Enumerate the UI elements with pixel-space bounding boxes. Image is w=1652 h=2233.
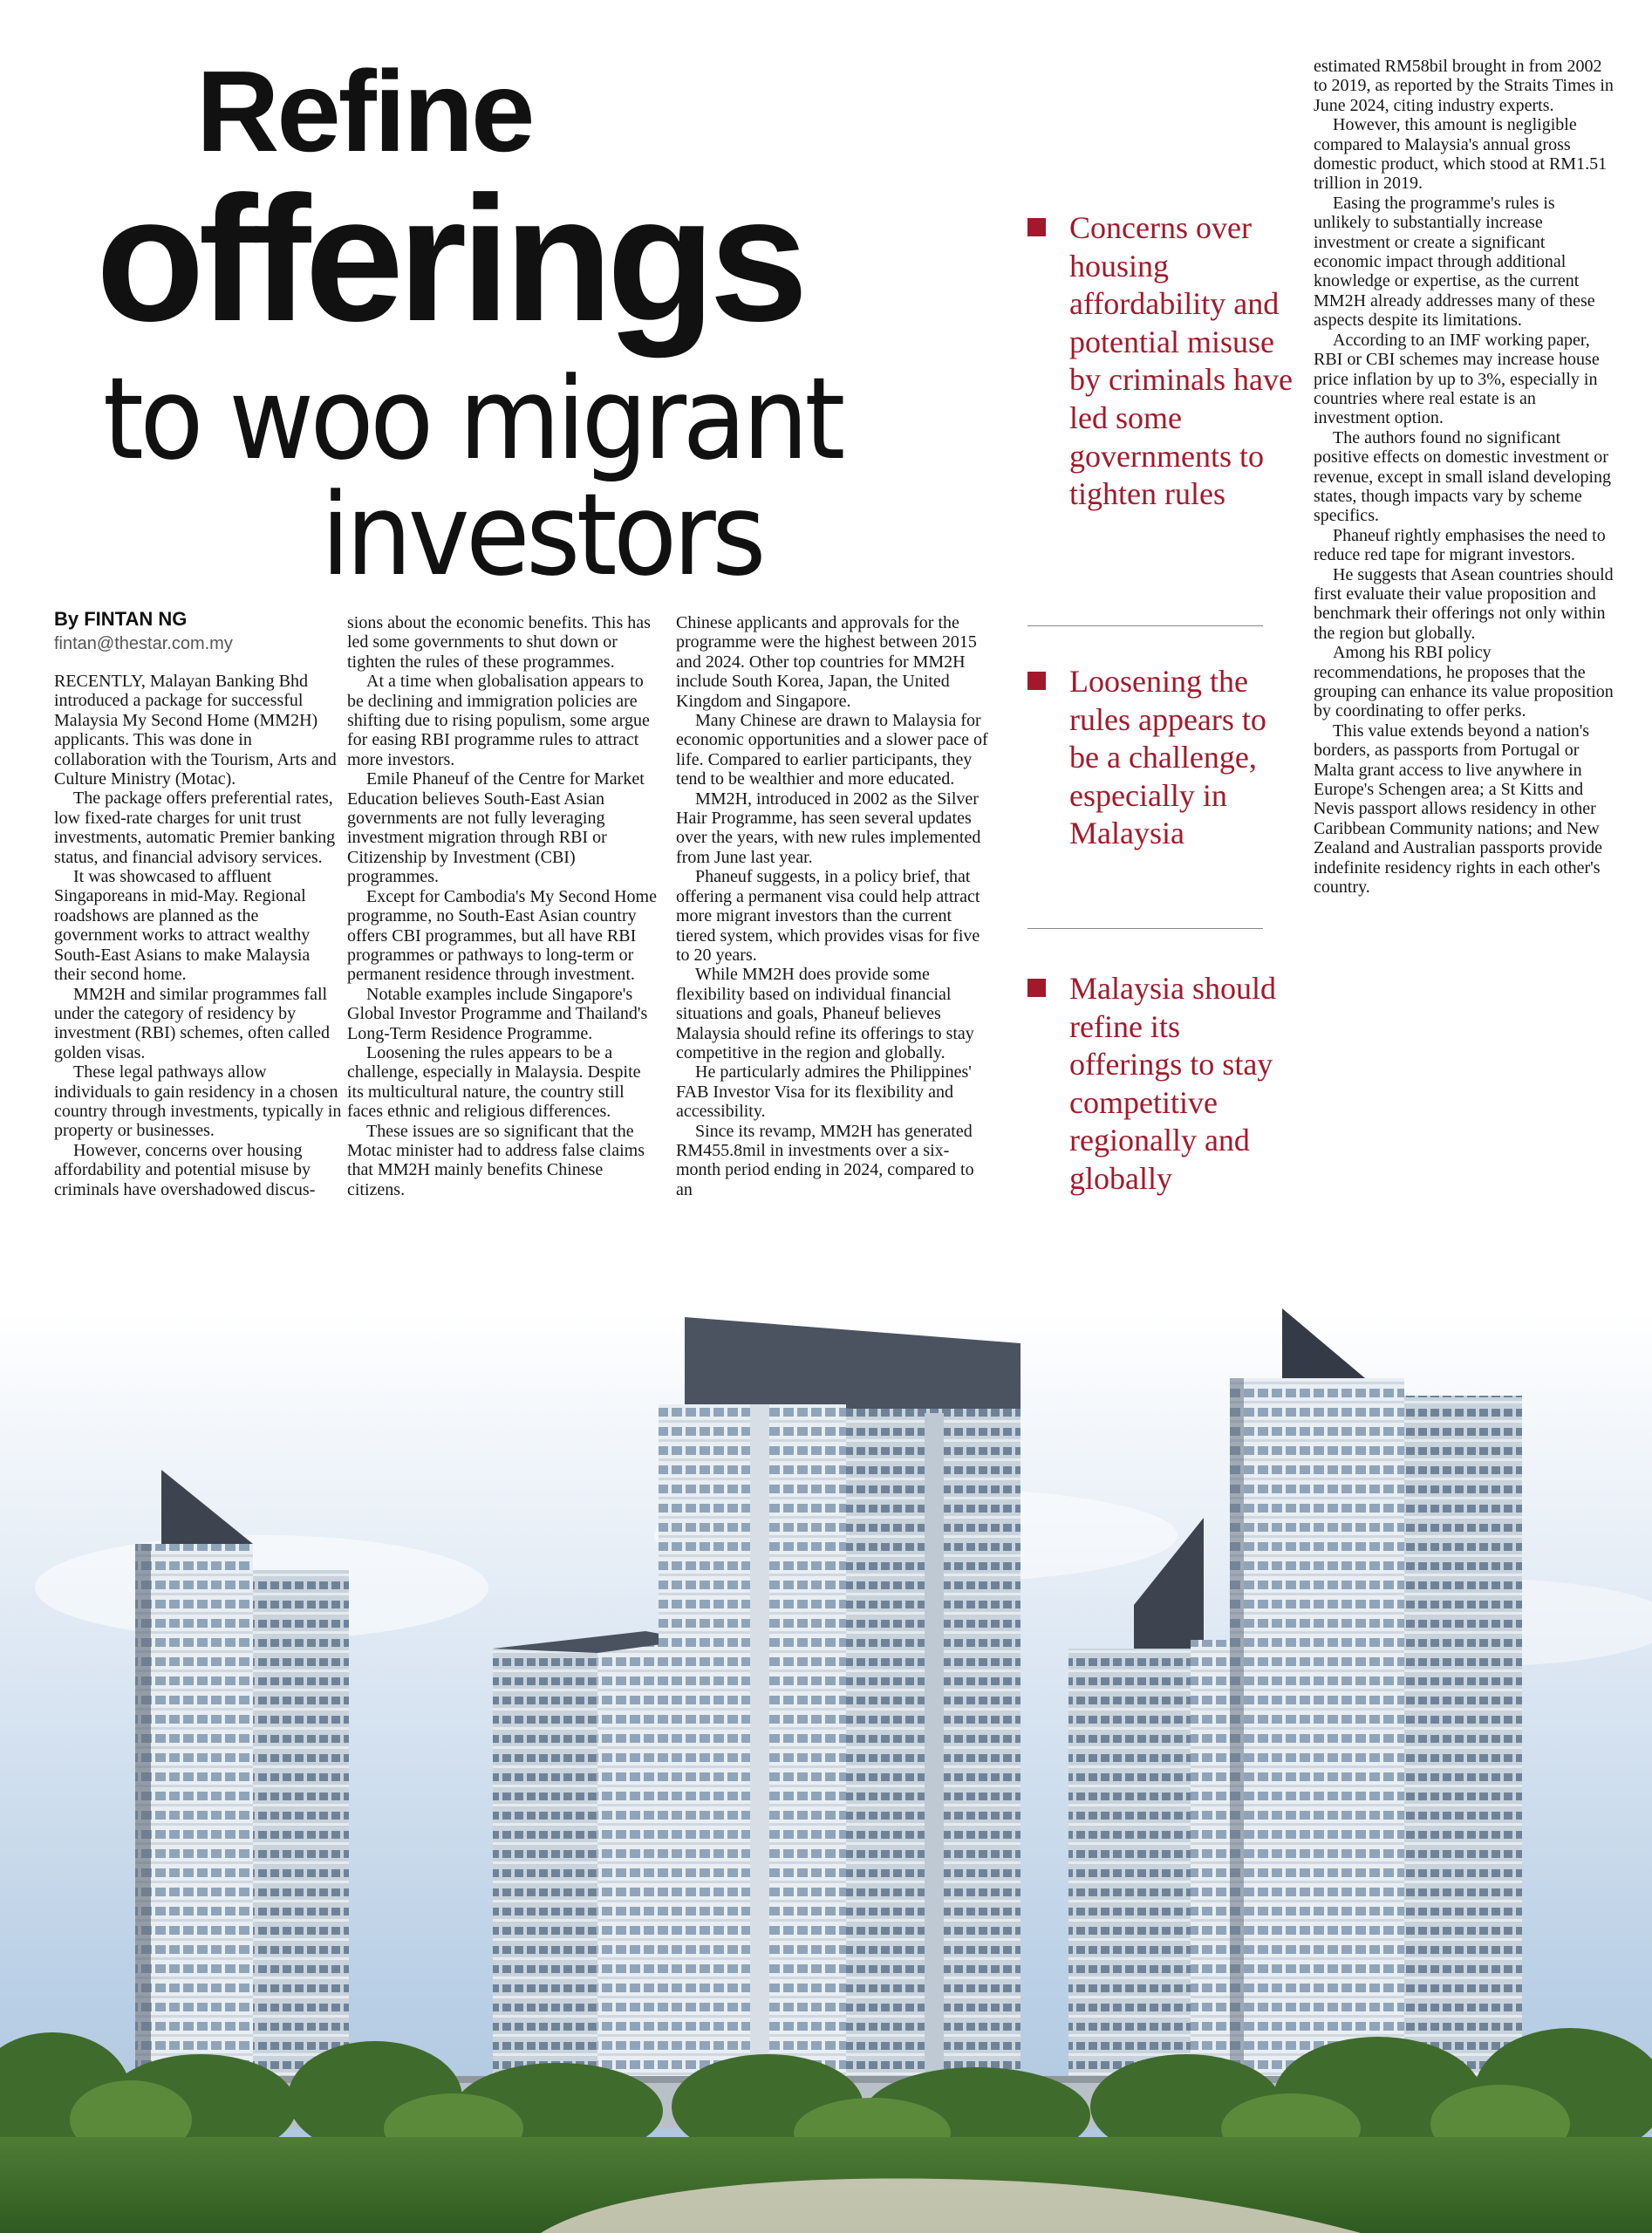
headline-line-2: offerings — [96, 160, 802, 359]
article-column-1 — [54, 672, 342, 1199]
pull-quote-1 — [1027, 209, 1300, 514]
paragraph: At a time when globalisation appears to be declining and immigration policies are shifting due to rising populism, some argue for easing RBI programme rules to attract more investors. — [347, 672, 650, 769]
paragraph: This value extends beyond a nation's borders, as passports from Portugal or Malta grant access to live anywhere in Europe's Schengen area; a St Kitts and Nevis passport allows residency in other Caribbean Community nations; and New Zealand and Australian passports provide indefinite residency rights in each other's country. — [1314, 720, 1603, 898]
square-bullet-icon — [1027, 672, 1046, 690]
pull-quote-text: Malaysia should refine its offerings to stay competitive regionally and globally — [1069, 971, 1276, 1196]
paragraph: Among his RBI policy recommendations, he proposes that the grouping can enhance its value proposition by coordinating to offer perks. — [1314, 643, 1614, 721]
article-column-3 — [676, 613, 990, 1199]
paragraph: estimated RM58bil brought in from 2002 to 2019, as reported by the Straits Times in June 2024, citing industry experts. — [1314, 57, 1614, 115]
paragraph: Except for Cambodia's My Second Home programme, no South-East Asian country offers CBI programmes, but all have RBI programmes or pathways to long-term or permanent residence through investment. — [347, 886, 657, 985]
paragraph: Many Chinese are drawn to Malaysia for economic opportunities and a slower pace of life. Compared to earlier participants, they tend to be wealthier and more educated. — [676, 711, 988, 789]
divider — [1027, 928, 1263, 929]
paragraph: Chinese applicants and approvals for the programme were the highest between 2015 and 2024. Other top countries for MM2H include South Korea, Japan, the United Kingdom and Singapore. — [676, 613, 977, 711]
paragraph: The authors found no significant positive effects on domestic investment or revenue, except in small island developing states, though impacts vary by scheme specifics. — [1314, 427, 1612, 526]
pull-quote-text: Loosening the rules appears to be a challenge, especially in Malaysia — [1069, 664, 1266, 851]
square-bullet-icon — [1027, 979, 1046, 997]
paragraph: sions about the economic benefits. This has led some governments to shut down or tighten the rules of these programmes. — [347, 613, 651, 672]
pull-quote-3 — [1027, 970, 1300, 1198]
paragraph: Easing the programme's rules is unlikely to substantially increase investment or create a significant economic impact through additional knowledge or expertise, as the current MM2H already addresses many of these aspects despite its limitations. — [1314, 193, 1595, 331]
paragraph: Phaneuf suggests, in a policy brief, that offering a permanent visa could help attract more migrant investors than the current tiered system, which provides visas for five to 20 years. — [676, 867, 980, 965]
paragraph: MM2H and similar programmes fall under the category of residency by investment (RBI) schemes, often called golden visas. — [54, 984, 331, 1062]
paragraph: RECENTLY, Malayan Banking Bhd introduced a package for successful Malaysia My Second Home (MM2H) applicants. This was done in collaboration with the Tourism, Arts and Culture Ministry (Motac). — [54, 672, 337, 789]
pull-quote-text: Concerns over housing affordability and potential misuse by criminals have led some governments to tighten rules — [1069, 210, 1293, 512]
paragraph: These issues are so significant that the Motac minister had to address false claims that MM2H mainly benefits Chinese citizens. — [347, 1121, 645, 1199]
square-bullet-icon — [1027, 218, 1046, 236]
paragraph: However, this amount is negligible compared to Malaysia's annual gross domestic product, which stood at RM1.51 trillion in 2019. — [1314, 115, 1608, 194]
byline-email: fintan@thestar.com.my — [54, 634, 233, 653]
skyline-image — [0, 1308, 1652, 2233]
pull-quote-2 — [1027, 663, 1300, 853]
paragraph: It was showcased to affluent Singaporeans in mid-May. Regional roadshows are planned as the government works to attract wealthy South-East Asians to make Malaysia their second home. — [54, 867, 311, 985]
headline-line-4: investors — [321, 468, 762, 601]
tower-illustration — [0, 1308, 1652, 2233]
paragraph: The package offers preferential rates, low fixed-rate charges for unit trust investments, automatic Premier banking status, and financial advisory services. — [54, 789, 336, 867]
paragraph: Notable examples include Singapore's Global Investor Programme and Thailand's Long-Term Residence Programme. — [347, 984, 648, 1043]
article-column-4 — [1314, 57, 1614, 897]
paragraph: He suggests that Asean countries should first evaluate their value proposition and benchmark their offerings not only within the region but globally. — [1314, 564, 1614, 643]
headline-line-1: Refine — [196, 47, 533, 175]
paragraph: According to an IMF working paper, RBI or CBI schemes may increase house price inflation by up to 3%, especially in countries where real estate is an investment option. — [1314, 330, 1600, 428]
paragraph: These legal pathways allow individuals to gain residency in a chosen country through investments, typically in property or businesses. — [54, 1062, 342, 1141]
paragraph: Since its revamp, MM2H has generated RM455.8mil in investments over a six-month period ending in 2024, compared to an — [676, 1121, 974, 1199]
paragraph: However, concerns over housing affordability and potential misuse by criminals have overshadowed discus- — [54, 1140, 316, 1199]
paragraph: MM2H, introduced in 2002 as the Silver Hair Programme, has seen several updates over the years, with new rules implemented from June last year. — [676, 789, 981, 867]
article-column-2 — [347, 613, 657, 1199]
paragraph: Phaneuf rightly emphasises the need to reduce red tape for migrant investors. — [1314, 525, 1606, 565]
divider — [1027, 625, 1263, 626]
paragraph: Loosening the rules appears to be a challenge, especially in Malaysia. Despite its multicultural nature, the country still faces ethnic and religious differences. — [347, 1042, 641, 1122]
paragraph: While MM2H does provide some flexibility based on individual financial situations and goals, Phaneuf believes Malaysia should refine its offerings to stay competitive in the region and globally. — [676, 965, 974, 1062]
headline-line-3: to woo migrant — [103, 352, 842, 485]
paragraph: Emile Phaneuf of the Centre for Market Education believes South-East Asian governments are not fully leveraging investment migration through RBI or Citizenship by Investment (CBI) programmes. — [347, 769, 645, 887]
paragraph: He particularly admires the Philippines' FAB Investor Visa for its flexibility and accessibility. — [676, 1062, 972, 1122]
byline-author: By FINTAN NG — [54, 608, 188, 630]
